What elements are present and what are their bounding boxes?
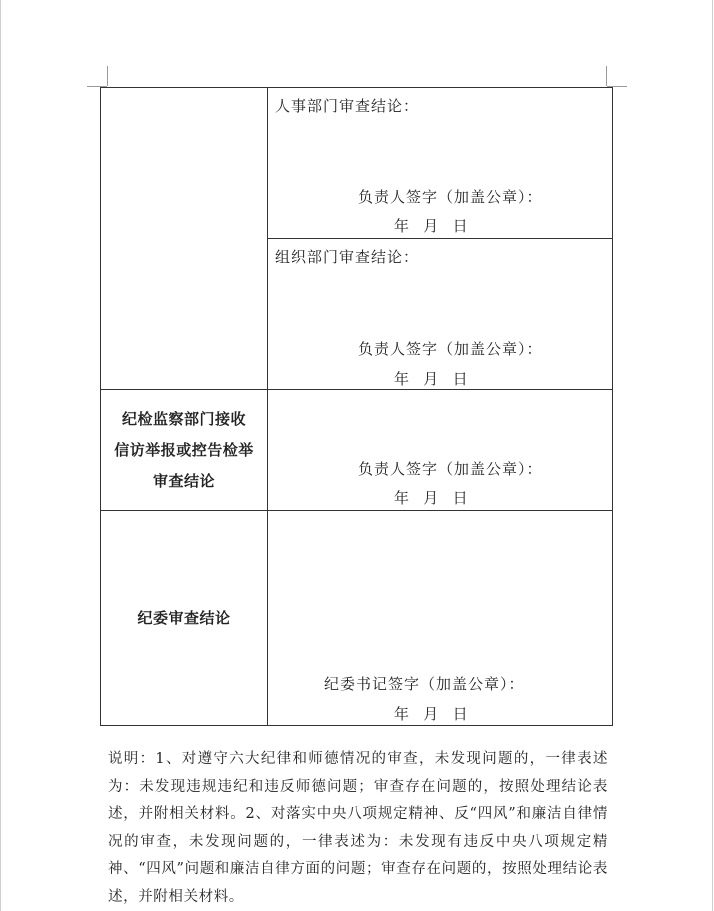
commission-review-cell (268, 511, 613, 726)
discipline-review-cell (268, 390, 613, 511)
organization-review-title: 组织部门审查结论： (275, 248, 420, 266)
commission-label-cell (101, 511, 268, 726)
organization-date-line: 年 月 日 (394, 370, 468, 388)
personnel-date-line: 年 月 日 (394, 217, 468, 235)
discipline-label-line-2: 信访举报或控告检举 (114, 440, 254, 459)
discipline-label-line-3: 审查结论 (152, 471, 215, 490)
personnel-review-cell (268, 88, 613, 239)
page-edge-left (0, 0, 1, 911)
crop-mark-left-vertical (107, 66, 108, 86)
review-form-table (100, 87, 613, 726)
commission-label: 纪委审查结论 (137, 608, 231, 627)
discipline-review-row (101, 390, 613, 511)
organization-signature-line: 负责人签字（加盖公章）： (358, 340, 543, 358)
page-edge-right (712, 0, 713, 911)
crop-mark-right-vertical (606, 66, 607, 86)
empty-label-cell (101, 88, 268, 390)
discipline-date-line: 年 月 日 (394, 489, 468, 507)
personnel-review-title: 人事部门审查结论： (275, 97, 420, 115)
commission-date-line: 年 月 日 (394, 705, 468, 723)
personnel-review-row (101, 88, 613, 239)
notes-paragraph: 说明：1、对遵守六大纪律和师德情况的审查，未发现问题的，一律表述为：未发现违规违纪和违反师德问题；审查存在问题的，按照处理结论表述，并附相关材料。2、对落实中央八项规定精神、反“四风”和廉洁自律情况的审查，未发现问题的，一律表述为：未发现有违反中央八项规定精神、“四风”问题和廉洁自律方面的问题；审查存在问题的，按照处理结论表述，并附相关材料。 (108, 751, 608, 905)
discipline-signature-line: 负责人签字（加盖公章）： (358, 460, 543, 478)
personnel-signature-line: 负责人签字（加盖公章）： (358, 188, 543, 206)
organization-review-cell (268, 239, 613, 390)
commission-signature-line: 纪委书记签字（加盖公章）： (324, 675, 525, 693)
discipline-label-line-1: 纪检监察部门接收 (121, 409, 246, 428)
commission-review-row (101, 511, 613, 726)
discipline-label-cell (101, 390, 268, 511)
